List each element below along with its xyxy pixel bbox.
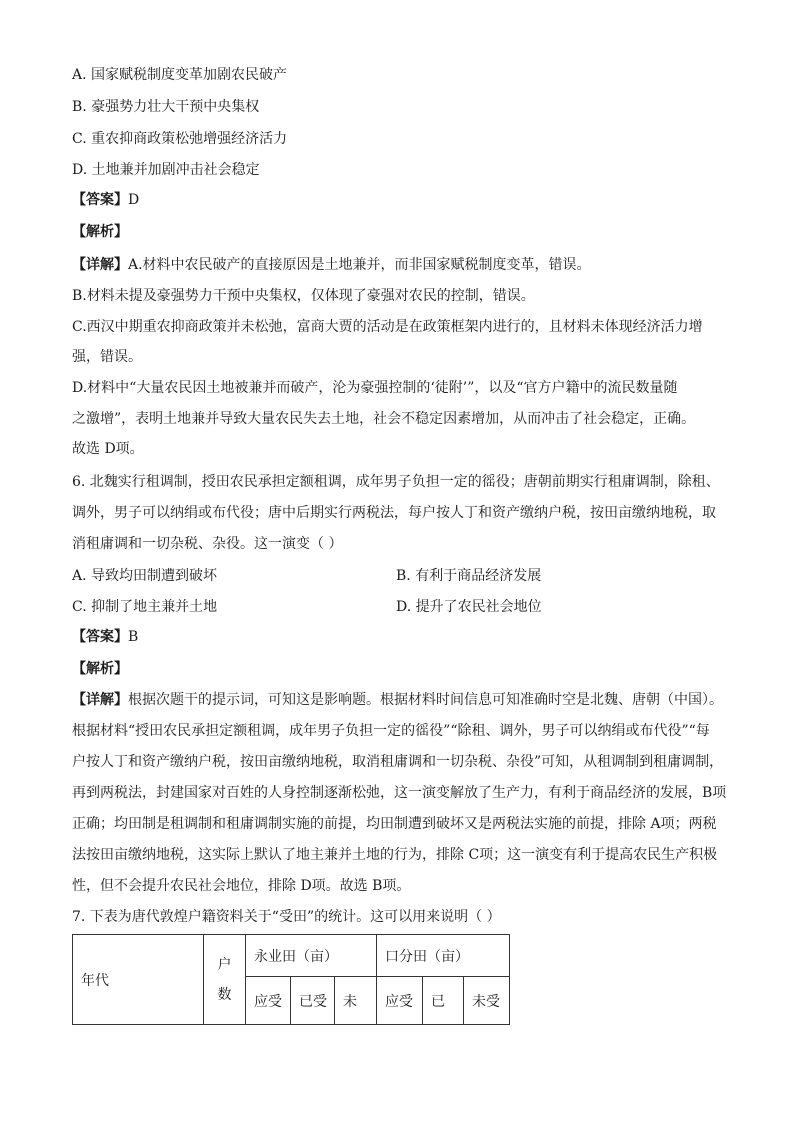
table-subheader: 应受 [377,977,423,1025]
table-subheader: 已 [423,977,464,1025]
table-header-year: 年代 [73,935,204,1025]
q5-detail-line: 之激增”，表明土地兼并导致大量农民失去土地，社会不稳定因素增加，从而冲击了社会稳定，正确。 [72,411,696,427]
q6-option-a: A. 导致均田制遭到破坏 [72,568,218,584]
households-char-1: 户 [217,956,232,973]
q5-answer-row [72,190,139,210]
detail-tag: 【详解】 [72,692,128,708]
table-header-yongye: 永业田（亩） [246,935,377,977]
q5-option-d: D. 土地兼并加剧冲击社会稳定 [72,162,260,178]
table-header-koufen: 口分田（亩） [377,935,510,977]
q5-detail-line: 强，错误。 [72,349,142,365]
households-char-2: 数 [217,986,232,1003]
q6-option-c: C. 抑制了地主兼并土地 [72,599,218,615]
q6-detail-line: 再到两税法，封建国家对百姓的人身控制逐渐松弛，这一演变解放了生产力，有利于商品经济的发展，B项 [72,785,727,801]
detail-text: 根据次题干的提示词，可知这是影响题。根据材料时间信息可知准确时空是北魏、唐朝（中国）。 [128,692,723,708]
q6-detail-line: 性，但不会提升农民社会地位，排除 D项。故选 B项。 [72,878,411,894]
q5-option-b: B. 豪强势力壮大干预中央集权 [72,99,260,115]
q6-option-b: B. 有利于商品经济发展 [396,568,542,584]
q6-detail-line: 正确；均田制是租调制和租庸调制实施的前提，均田制遭到破坏又是两税法实施的前提，排除 A项；两税 [72,816,717,832]
table-header-households [204,935,246,1025]
answer-value: D [128,192,140,208]
q5-detail-line: C.西汉中期重农抑商政策并未松弛，富商大贾的活动是在政策框架内进行的，且材料未体现经济活力增 [72,319,703,335]
q5-detail-line: 故选 D项。 [72,441,144,457]
q6-answer-row [72,627,138,647]
table-subheader: 已受 [291,977,335,1025]
detail-text: A.材料中农民破产的直接原因是土地兼并，而非国家赋税制度变革，错误。 [128,257,591,273]
q6-detail-line: 户按人丁和资产缴纳户税，按田亩缴纳地税，取消租庸调和一切杂税、杂役”可知，从租调制到租庸调制， [72,754,724,770]
analysis-tag: 【解析】 [72,661,128,677]
q5-detail-line: D.材料中“大量农民因土地被兼并而破产，沦为豪强控制的‘徒附’”，以及“官方户籍中的流民数量随 [72,380,678,396]
answer-tag: 【答案】 [72,192,128,208]
q6-stem-line: 6. 北魏实行租调制，授田农民承担定额租调，成年男子负担一定的徭役；唐朝前期实行租庸调制，除租、 [72,474,720,490]
q6-stem-line: 调外，男子可以纳绢或布代役；唐中后期实行两税法，每户按人丁和资产缴纳户税，按田亩缴纳地税，取 [72,505,716,521]
q5-detail-line [72,255,591,275]
table-subheader: 未 [335,977,377,1025]
q7-stem: 7. 下表为唐代敦煌户籍资料关于“受田”的统计。这可以用来说明（ ） [72,909,501,925]
q6-stem-line: 消租庸调和一切杂税、杂役。这一演变（ ） [72,536,343,552]
q5-option-a: A. 国家赋税制度变革加剧农民破产 [72,67,288,83]
answer-tag: 【答案】 [72,629,128,645]
q5-detail-line: B.材料未提及豪强势力干预中央集权，仅体现了豪强对农民的控制，错误。 [72,288,535,304]
analysis-tag: 【解析】 [72,224,128,240]
q6-detail-line: 根据材料“授田农民承担定额租调，成年男子负担一定的徭役”“除租、调外，男子可以纳绢或布代役”“每 [72,723,710,739]
q6-analysis-tag [72,659,128,679]
answer-value: B [128,629,139,645]
detail-tag: 【详解】 [72,257,128,273]
table-subheader: 应受 [246,977,291,1025]
table-subheader: 未受 [464,977,510,1025]
q6-detail-line [72,690,723,710]
q7-table [72,934,510,1025]
q6-detail-line: 法按田亩缴纳地税，这实际上默认了地主兼并土地的行为，排除 C项；这一演变有利于提高农民生产积极 [72,847,718,863]
q5-option-c: C. 重农抑商政策松弛增强经济活力 [72,131,288,147]
q5-analysis-tag [72,222,128,242]
q6-option-d: D. 提升了农民社会地位 [396,599,542,615]
